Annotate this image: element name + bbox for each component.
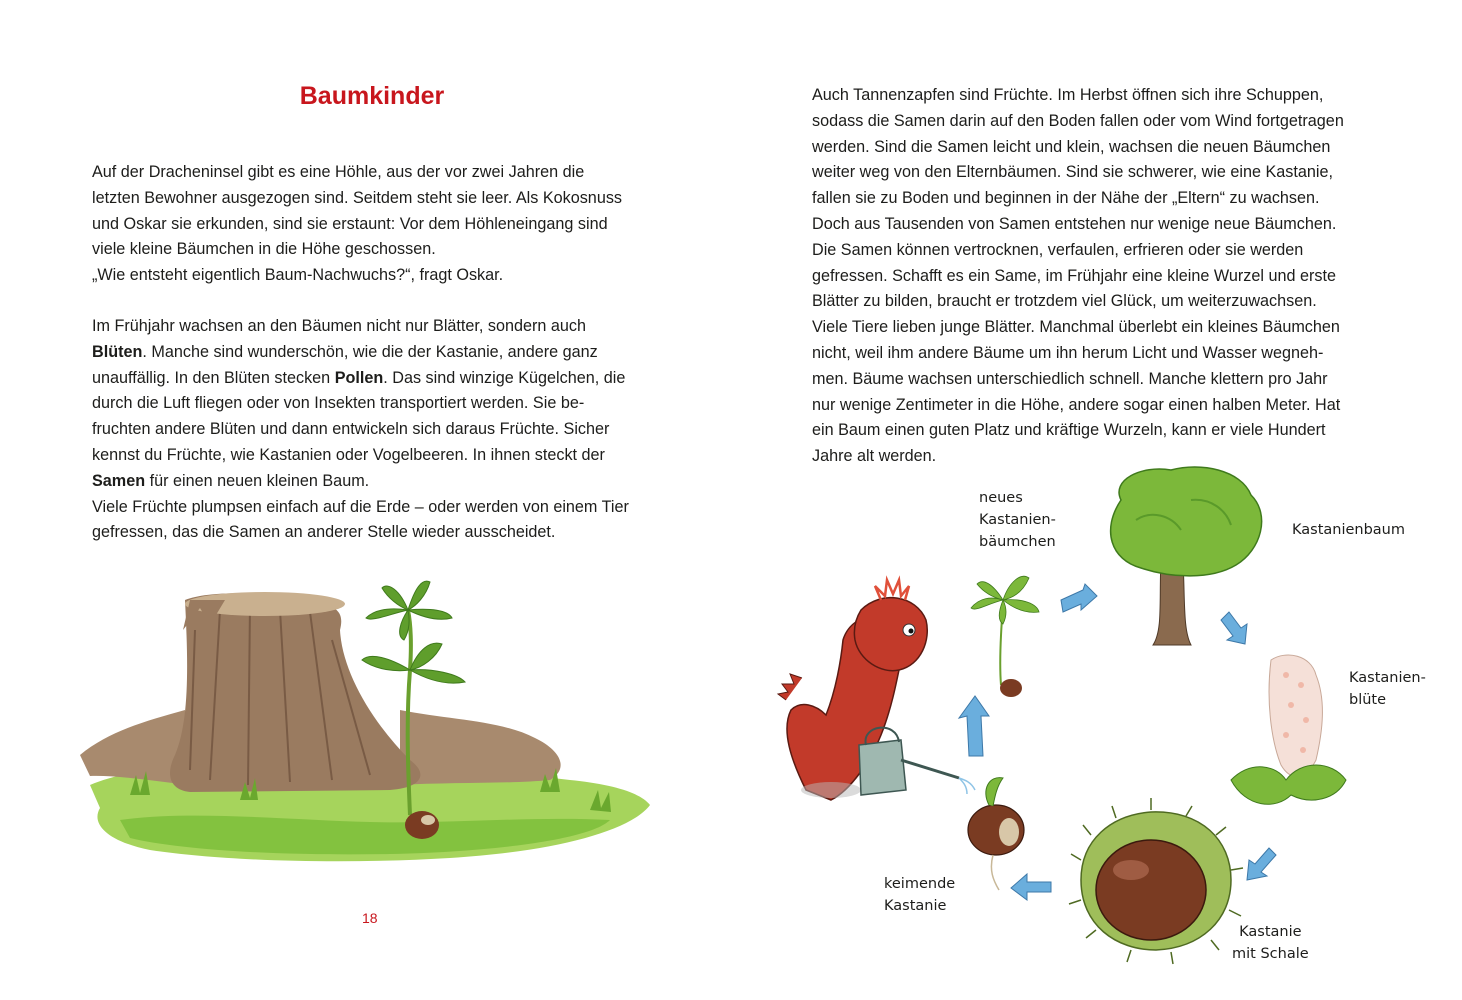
caption-blossom: [1349, 667, 1426, 711]
text-line: Blätter zu bilden, braucht er trotzdem viel Glück, um weiterzuwachsen.: [812, 292, 1317, 311]
text-line: Die Samen können vertrocknen, verfaulen, erfrieren oder sie werden: [812, 240, 1304, 259]
text-line: „Wie entsteht eigentlich Baum-Nachwuchs?“, fragt Oskar.: [92, 266, 504, 285]
fruit-paragraph: [812, 83, 1344, 470]
bold-term-blueten: Blüten: [92, 342, 143, 361]
text-fragment: unauffällig. In den Blüten stecken: [92, 368, 335, 387]
dragon-head: [854, 598, 927, 671]
page-number: 18: [362, 910, 378, 926]
text-line: men. Bäume wachsen unterschiedlich schnell. Manche klettern pro Jahr: [812, 369, 1328, 388]
text-line: Auf der Dracheninsel gibt es eine Höhle, aus der vor zwei Jahren die: [92, 163, 585, 181]
dragon-shadow: [801, 782, 861, 798]
caption-germinating: [884, 873, 955, 917]
text-line: [92, 469, 629, 495]
caption-line: neues: [979, 490, 1023, 506]
arrow-tree-to-blossom: [1221, 612, 1247, 644]
caption-line: Kastanie: [1239, 924, 1302, 940]
text-fragment: . Manche sind wunderschön, wie die der Kastanie, andere ganz: [142, 342, 598, 361]
text-line: [92, 366, 629, 392]
watering-can-body: [859, 740, 906, 795]
arrow-blossom-to-shell: [1247, 848, 1276, 880]
caption-line: bäumchen: [979, 534, 1056, 550]
germinating-chestnut: [968, 778, 1024, 890]
text-line: viele kleine Bäumchen in die Höhe geschossen.: [92, 240, 436, 259]
chestnut-spot: [421, 815, 435, 825]
arrow-shell-to-germinating: [1011, 874, 1051, 900]
chestnut-blossom: [1231, 655, 1346, 804]
intro-paragraph: [92, 160, 622, 289]
caption-chestnut-shell: [1232, 921, 1309, 965]
text-line: Im Frühjahr wachsen an den Bäumen nicht nur Blätter, sondern auch: [92, 317, 587, 335]
text-line: sodass die Samen darin auf den Boden fallen oder vom Wind fortgetragen: [812, 111, 1344, 130]
seedling: [971, 576, 1039, 697]
text-line: weiter weg von den Elternbäumen. Sind sie schwerer, wie eine Kastanie,: [812, 163, 1333, 182]
text-line: Jahre alt werden.: [812, 447, 937, 466]
right-page: [731, 0, 1462, 1000]
chestnut: [405, 811, 439, 839]
caption-line: blüte: [1349, 692, 1387, 708]
seedling-leaves: [362, 581, 465, 683]
chestnut-with-shell: [1069, 798, 1243, 964]
arrow-germinating-to-seedling: [959, 696, 989, 756]
caption-line: keimende: [884, 876, 956, 892]
text-line: und Oskar sie erkunden, sind sie erstaunt: Vor dem Höhleneingang sind: [92, 214, 608, 233]
caption-line: Kastanienbaum: [1292, 522, 1405, 538]
text-line: nur wenige Zentimeter in die Höhe, andere sogar einen halben Meter. Hat: [812, 395, 1341, 414]
stump-root-right: [400, 710, 561, 785]
bold-term-samen: Samen: [92, 471, 146, 490]
blossom-paragraph: [92, 314, 629, 546]
text-line: Viele Früchte plumpsen einfach auf die Erde – oder werden von einem Tier: [92, 497, 629, 516]
text-line: ein Baum einen guten Platz und kräftige Wurzeln, kann er viele Hundert: [812, 421, 1326, 440]
blossom-cluster: [1269, 655, 1322, 776]
text-line: kennst du Früchte, wie Kastanien oder Vogelbeeren. In ihnen steckt der: [92, 445, 605, 464]
caption-tree: [1292, 519, 1405, 541]
text-fragment: für einen neuen kleinen Baum.: [145, 471, 370, 490]
text-line: fruchten andere Blüten und dann entwickeln sich daraus Früchte. Sicher: [92, 420, 610, 439]
caption-line: Kastanien-: [1349, 670, 1426, 686]
caption-line: mit Schale: [1232, 946, 1309, 962]
text-line: werden. Sind die Samen leicht und klein, wachsen die neuen Bäumchen: [812, 137, 1331, 156]
text-line: Viele Tiere lieben junge Blätter. Manchmal überlebt ein kleines Bäumchen: [812, 318, 1340, 337]
text-line: letzten Bewohner ausgezogen sind. Seitdem steht sie leer. Als Kokosnuss: [92, 188, 623, 207]
text-fragment: . Das sind winzige Kügelchen, die: [383, 368, 626, 387]
page-title: Baumkinder: [299, 82, 445, 110]
text-line: fallen sie zu Boden und beginnen in der Nähe der „Eltern“ zu wachsen.: [812, 189, 1320, 208]
dragon-pupil: [909, 629, 914, 634]
text-line: Doch aus Tausenden von Samen entstehen nur wenige neue Bäumchen.: [812, 214, 1337, 233]
water-stream: [959, 778, 975, 794]
seedling-chestnut: [1000, 679, 1022, 697]
chestnut-lifecycle-illustration: [731, 460, 1462, 1000]
text-line: [92, 340, 629, 366]
chestnut-highlight: [1113, 860, 1149, 880]
text-line: nicht, weil ihm andere Bäume um ihn herum Licht und Wasser wegneh-: [812, 343, 1324, 362]
germinating-sprout: [986, 778, 1003, 806]
stump-body: [170, 593, 420, 792]
text-line: gefressen, das die Samen an anderer Stelle wieder ausscheidet.: [92, 523, 556, 542]
caption-line: Kastanie: [884, 898, 947, 914]
tree-stump-seedling-illustration: [70, 570, 660, 870]
text-line: gefressen. Schafft es ein Same, im Frühjahr eine kleine Wurzel und erste: [812, 266, 1336, 285]
germinating-root: [991, 855, 999, 890]
bold-term-pollen: Pollen: [334, 368, 384, 387]
caption-seedling: [979, 487, 1056, 553]
seedling-leaves: [971, 576, 1039, 624]
arrow-seedling-to-tree: [1061, 584, 1097, 612]
dragon-tail-spikes: [778, 674, 802, 700]
watering-can-spout: [901, 760, 959, 778]
tree-crown: [1111, 467, 1262, 576]
text-line: Auch Tannenzapfen sind Früchte. Im Herbst öffnen sich ihre Schuppen,: [812, 86, 1324, 104]
caption-line: Kastanien-: [979, 512, 1056, 528]
chestnut-nut: [1096, 840, 1206, 940]
germinating-spot: [999, 818, 1019, 846]
text-line: durch die Luft fliegen oder von Insekten transportiert werden. Sie be-: [92, 394, 585, 413]
chestnut-tree: [1111, 467, 1262, 645]
dragon-figure: [778, 580, 927, 800]
